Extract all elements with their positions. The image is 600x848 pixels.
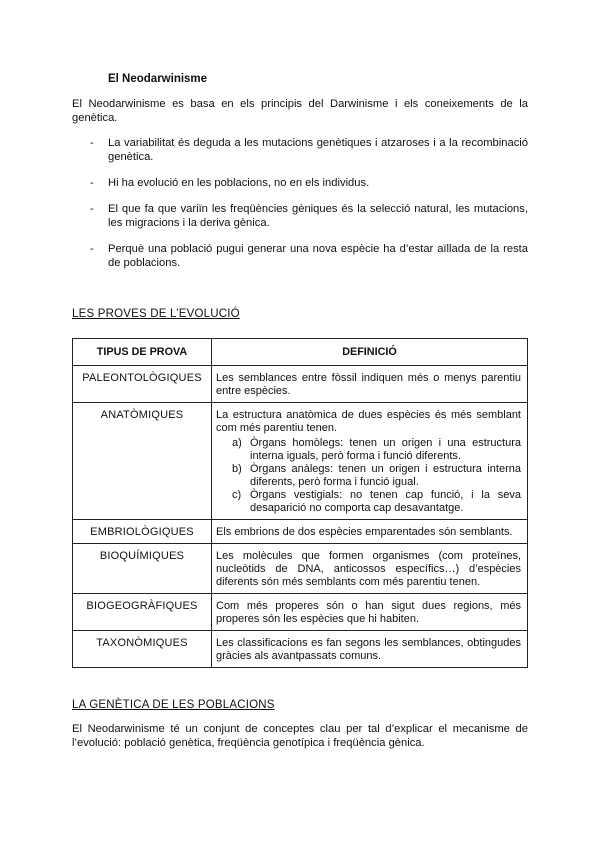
list-marker: b) bbox=[232, 463, 242, 475]
table-row bbox=[73, 544, 528, 594]
cell-tipus: BIOQUÍMIQUES bbox=[73, 544, 212, 594]
column-header-definicio: DEFINICIÓ bbox=[212, 339, 528, 366]
list-item bbox=[72, 176, 528, 190]
bullet-dash: - bbox=[90, 177, 94, 189]
table-row bbox=[73, 594, 528, 631]
section-heading-proves: LES PROVES DE L’EVOLUCIÓ bbox=[72, 308, 240, 320]
list-item-text: Hi ha evolució en les poblacions, no en els individus. bbox=[108, 177, 370, 189]
table-row bbox=[73, 631, 528, 668]
list-item-text: Òrgans homòlegs: tenen un origen i una estructura interna iguals, però forma i funció diferents. bbox=[250, 437, 521, 462]
cell-definicio: Les classificacions es fan segons les semblances, obtingudes gràcies als avantpassats comuns. bbox=[212, 631, 528, 668]
bullet-dash: - bbox=[90, 243, 94, 255]
cell-definicio: Les semblances entre fòssil indiquen més o menys parentiu entre espècies. bbox=[212, 366, 528, 403]
cell-definicio: Els embrions de dos espècies emparentades són semblants. bbox=[212, 520, 528, 544]
list-item bbox=[72, 202, 528, 230]
page-title: El Neodarwinisme bbox=[108, 73, 208, 85]
table-row bbox=[73, 520, 528, 544]
section-heading-genetica: LA GENÈTICA DE LES POBLACIONS bbox=[72, 699, 275, 711]
list-item-text: Perquè una població pugui generar una nova espècie ha d’estar aïllada de la resta de poblacions. bbox=[108, 243, 528, 269]
list-item bbox=[232, 437, 521, 463]
cell-definicio bbox=[212, 403, 528, 520]
list-item bbox=[72, 136, 528, 164]
list-marker: a) bbox=[232, 437, 242, 449]
table-row bbox=[73, 403, 528, 520]
definition-text: La estructura anatòmica de dues espècies és més semblant com més parentiu tenen. bbox=[216, 409, 521, 434]
table-header-row bbox=[73, 339, 528, 366]
evidence-table bbox=[72, 338, 528, 668]
intro-paragraph: El Neodarwinisme es basa en els principis del Darwinisme i els coneixements de la genètica. bbox=[72, 98, 528, 124]
list-item bbox=[72, 242, 528, 270]
cell-tipus: ANATÒMIQUES bbox=[73, 403, 212, 520]
list-item-text: El que fa que variïn les freqüències gèniques és la selecció natural, les mutacions, les migracions i la deriva gènica. bbox=[108, 203, 528, 229]
column-header-tipus: TIPUS DE PROVA bbox=[73, 339, 212, 366]
cell-definicio: Les molècules que formen organismes (com proteïnes, nucleòtids de DNA, anticossos específics…) d’espècies diferents són més semblants com més parentiu tenen. bbox=[212, 544, 528, 594]
bullet-dash: - bbox=[90, 203, 94, 215]
bullet-dash: - bbox=[90, 137, 94, 149]
cell-tipus: PALEONTOLÒGIQUES bbox=[73, 366, 212, 403]
genetics-paragraph: El Neodarwinisme té un conjunt de conceptes clau per tal d’explicar el mecanisme de l’evolució: població genètica, freqüència genotípica i freqüència gènica. bbox=[72, 723, 528, 749]
list-item bbox=[232, 489, 521, 515]
list-marker: c) bbox=[232, 489, 242, 501]
list-item bbox=[232, 463, 521, 489]
cell-tipus: EMBRIOLÒGIQUES bbox=[73, 520, 212, 544]
table-row bbox=[73, 366, 528, 403]
list-item-text: La variabilitat és deguda a les mutacions genètiques i atzaroses i a la recombinació genètica. bbox=[108, 137, 528, 163]
list-item-text: Òrgans vestigials: no tenen cap funció, i la seva desaparició no comporta cap desavantatge. bbox=[250, 489, 521, 514]
list-item-text: Òrgans anàlegs: tenen un origen i estructura interna diferents, però forma i funció igual. bbox=[250, 463, 521, 488]
cell-tipus: BIOGEOGRÀFIQUES bbox=[73, 594, 212, 631]
cell-definicio: Com més properes són o han sigut dues regions, més properes són les espècies que hi habiten. bbox=[212, 594, 528, 631]
organ-types-list bbox=[216, 437, 521, 515]
principles-list bbox=[72, 136, 528, 282]
cell-tipus: TAXONÒMIQUES bbox=[73, 631, 212, 668]
